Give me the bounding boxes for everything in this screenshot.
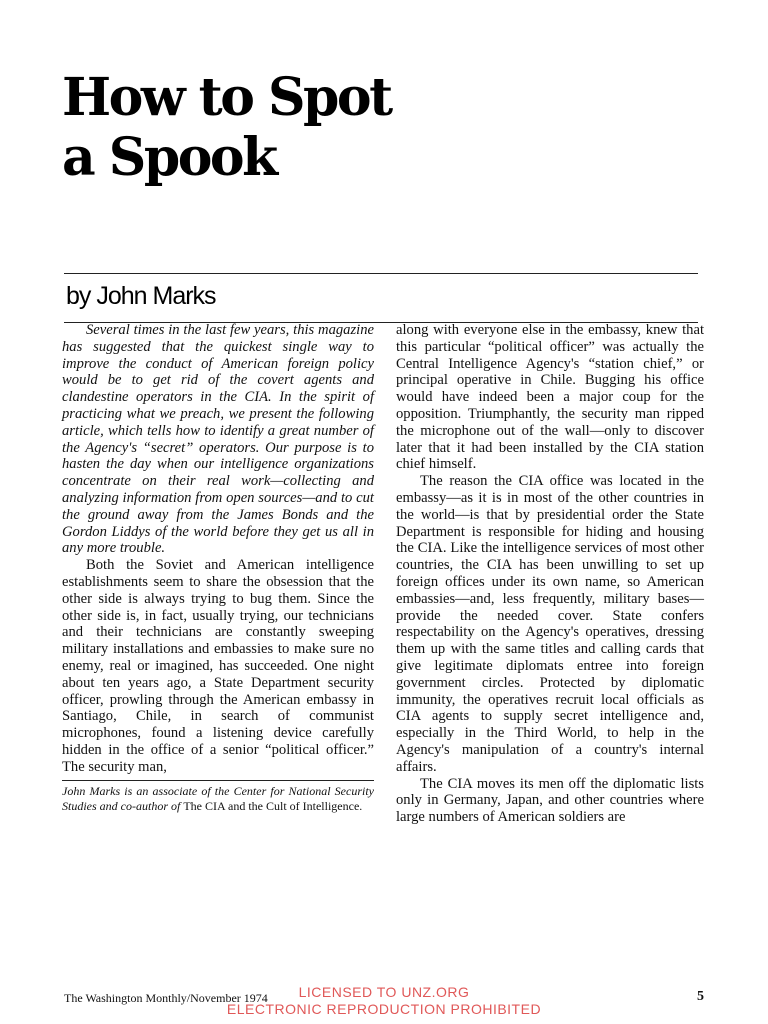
article-title-line-2: a Spook (62, 127, 276, 188)
author-bio-divider (62, 780, 374, 781)
article-title (62, 68, 391, 188)
byline: by John Marks (66, 282, 216, 310)
right-column (396, 322, 704, 826)
page-number: 5 (697, 989, 704, 1004)
footer-publication: The Washington Monthly/November 1974 (64, 991, 268, 1005)
author-bio-text: John Marks is an associate of the Center for National Security Studies and co-author of (62, 783, 374, 814)
watermark-line-2: ELECTRONIC REPRODUCTION PROHIBITED (226, 1001, 542, 1017)
watermark-line-1: LICENSED TO UNZ.ORG (298, 984, 470, 1000)
author-bio-book-title: The CIA and the Cult of Intelligence. (183, 799, 363, 814)
body-paragraph-1: Both the Soviet and American intelligence establishments seem to share the obsession that the other side is always trying to bug them. Since the other side is, in fact, usually trying, our technicians and their technicians are constantly sweeping military installations and embassies to make sure no enemy, real or imagined, has succeeded. One night about ten years ago, a State Department security officer, prowling through the American embassy in Santiago, Chile, in search of communist microphones, found a listening device carefully hidden in the office of a senior “political officer.” The security man, (62, 557, 374, 775)
author-bio (62, 784, 374, 815)
left-column (62, 322, 374, 815)
body-paragraph-2: The reason the CIA office was located in the embassy—as it is in most of the other countries in the world—is that by presidential order the State Department is responsible for hiding and housing the CIA. Like the intelligence services of most other countries, the CIA has been unwilling to set up foreign offices under its own name, so American embassies—and, less frequently, military bases—provide the needed cover. State confers respectability on the Agency's operatives, dressing them up with the same titles and calling cards that give legitimate diplomats entree into foreign government circles. Protected by diplomatic immunity, the operatives recruit local officials as CIA agents to supply secret intelligence and, especially in the Third World, to help in the Agency's manipulation of a country's internal affairs. (396, 473, 704, 775)
article-title-line-1: How to Spot (62, 67, 391, 128)
body-paragraph-1-continued: along with everyone else in the embassy, knew that this particular “political officer” was actually the Central Intelligence Agency's “station chief,” or principal operative in Chile. Bugging his office would have indeed been a major coup for the opposition. Triumphantly, the security man ripped the microphone out of the wall—only to discover later that it had been installed by the CIA station chief himself. (396, 322, 704, 473)
title-divider (64, 273, 698, 274)
intro-paragraph: Several times in the last few years, this magazine has suggested that the quickest single way to improve the conduct of American foreign policy would be to get rid of the covert agents and clandestine operators in the CIA. In the spirit of practicing what we preach, we present the following article, which tells how to identify a great number of the Agency's “secret” operators. Our purpose is to hasten the day when our intelligence organizations concentrate on their real work—collecting and analyzing information from open sources—and to cut the ground away from the James Bonds and the Gordon Liddys of the world before they get us all in any more trouble. (62, 322, 374, 557)
body-paragraph-3: The CIA moves its men off the diplomatic lists only in Germany, Japan, and other countries where large numbers of American soldiers are (396, 775, 704, 826)
